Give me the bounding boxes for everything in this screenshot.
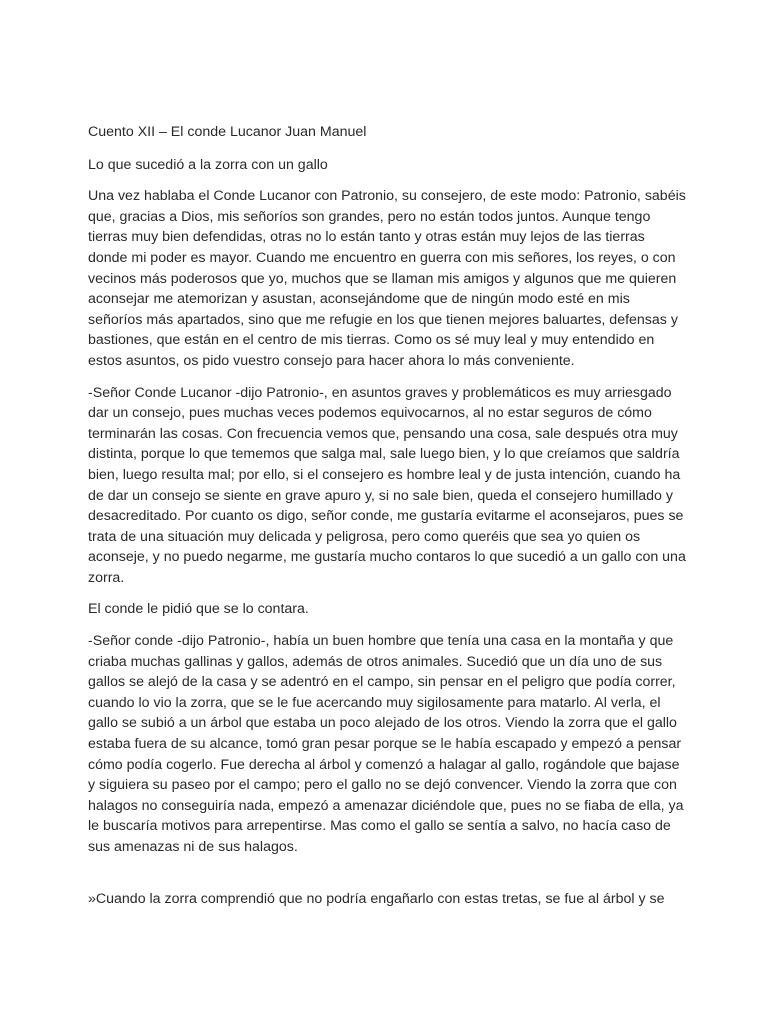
paragraph-4: -Señor conde -dijo Patronio-, había un buen hombre que tenía una casa en la montaña y que criaba muchas gallinas y gallos, además de otros animales. Sucedió que un día uno de sus gallos se alejó de la casa y se adentró en el campo, sin pensar en el peligro que podía correr, cuando lo vio la zorra, que se le fue acercando muy sigilosamente para matarlo. Al verla, el gallo se subió a un árbol que estaba un poco alejado de los otros. Viendo la zorra que el gallo estaba fuera de su alcance, tomó gran pesar porque se le había escapado y empezó a pensar cómo podía cogerlo. Fue derecha al árbol y comenzó a halagar al gallo, rogándole que bajase y siguiera su paseo por el campo; pero el gallo no se dejó convencer. Viendo la zorra que con halagos no conseguiría nada, empezó a amenazar diciéndole que, pues no se fiaba de ella, ya le buscaría motivos para arrepentirse. Mas como el gallo se sentía a salvo, no hacía caso de sus amenazas ni de sus halagos. xyxy=(88,633,684,855)
paragraph-2: -Señor Conde Lucanor -dijo Patronio-, en asuntos graves y problemáticos es muy arriesgado dar un consejo, pues muchas veces podemos equivocarnos, al no estar seguros de cómo terminarán las cosas. Con frecuencia vemos que, pensando una cosa, sale después otra muy distinta, porque lo que tememos que salga mal, sale luego bien, y lo que creíamos que saldría bien, luego resulta mal; por ello, si el consejero es hombre leal y de justa intención, cuando ha de dar un consejo se siente en grave apuro y, si no sale bien, queda el consejero humillado y desacreditado. Por cuanto os digo, señor conde, me gustaría evitarme el aconsejaros, pues se trata de una situación muy delicada y peligrosa, pero como queréis que sea yo quien os aconseje, y no puedo negarme, me gustaría mucho contaros lo que sucedió a un gallo con una zorra. xyxy=(88,384,686,586)
paragraph-1: Una vez hablaba el Conde Lucanor con Patronio, su consejero, de este modo: Patronio, sabéis que, gracias a Dios, mis señoríos son grandes, pero no están todos juntos. Aunque tengo tierras muy bien defendidas, otras no lo están tanto y otras están muy lejos de las tierras donde mi poder es mayor. Cuando me encuentro en guerra con mis señores, los reyes, o con vecinos más poderosos que yo, muchos que se llaman mis amigos y algunos que me quieren aconsejar me atemorizan y asustan, aconsejándome que de ningún modo esté en mis señoríos más apartados, sino que me refugie en los que tienen mejores baluartes, defensas y bastiones, que están en el centro de mis tierras. Como os sé muy leal y muy entendido en estos asuntos, os pido vuestro consejo para hacer ahora lo más conveniente. xyxy=(88,188,686,369)
document-page xyxy=(88,122,688,920)
document-title: Cuento XII – El conde Lucanor Juan Manuel xyxy=(88,124,367,140)
paragraph-5: »Cuando la zorra comprendió que no podría engañarlo con estas tretas, se fue al árbol y se xyxy=(88,890,665,907)
document-subtitle: Lo que sucedió a la zorra con un gallo xyxy=(88,156,328,173)
paragraph-3: El conde le pidió que se lo contara. xyxy=(88,601,309,618)
